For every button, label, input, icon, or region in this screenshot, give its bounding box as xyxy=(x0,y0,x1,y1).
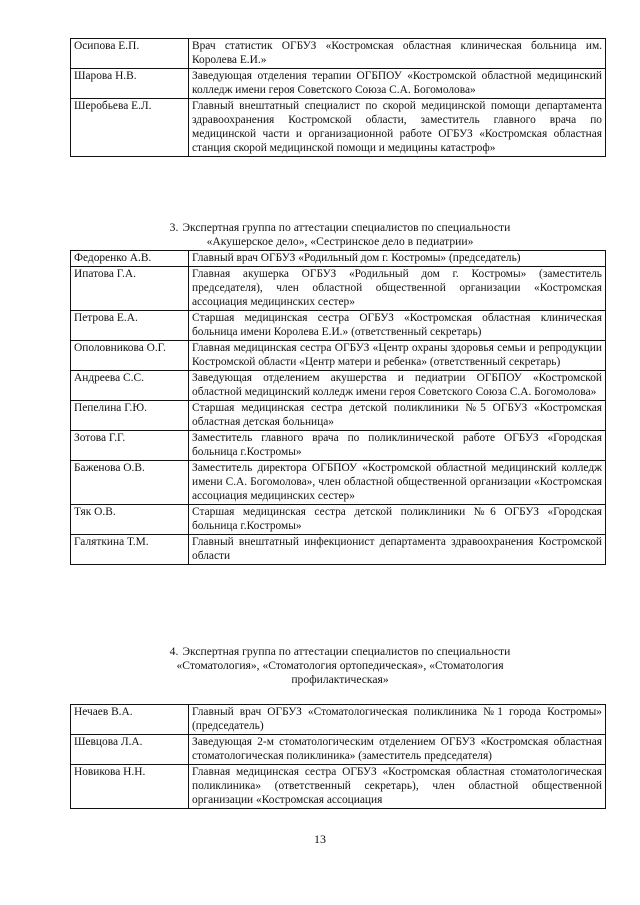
member-position: Старшая медицинская сестра детской поликлиники №6 ОГБУЗ «Городская больница г.Костромы» xyxy=(189,505,606,535)
member-name: Ипатова Г.А. xyxy=(71,267,189,311)
table-row xyxy=(71,311,606,341)
table-row xyxy=(71,765,606,809)
table-row xyxy=(71,39,606,69)
member-name: Баженова О.В. xyxy=(71,461,189,505)
table-row xyxy=(71,99,606,157)
member-name: Ополовникова О.Г. xyxy=(71,341,189,371)
section-4-members-table xyxy=(70,704,606,809)
member-name: Новикова Н.Н. xyxy=(71,765,189,809)
table-row xyxy=(71,371,606,401)
heading-line: «Стоматология», «Стоматология ортопедическая», «Стоматология xyxy=(176,659,504,672)
heading-line: Экспертная группа по аттестации специалистов по специальности xyxy=(182,221,511,234)
table-row xyxy=(71,69,606,99)
member-position: Главный внештатный специалист по скорой медицинской помощи департамента здравоохранения Костромской области, заместитель главного врача по медицинской части и организационной работе ОГБУЗ «Костромская областная станция скорой медицинской помощи и медицины катастроф» xyxy=(189,99,606,157)
member-name: Андреева С.С. xyxy=(71,371,189,401)
member-name: Шеробьева Е.Л. xyxy=(71,99,189,157)
member-name: Петрова Е.А. xyxy=(71,311,189,341)
member-name: Нечаев В.А. xyxy=(71,705,189,735)
page-number: 13 xyxy=(314,832,326,846)
table-row xyxy=(71,341,606,371)
member-position: Заместитель директора ОГБПОУ «Костромской областной медицинский колледж имени С.А. Богомолова», член областной общественной организации «Костромская ассоциация медицинских сестер» xyxy=(189,461,606,505)
member-position: Заместитель главного врача по поликлинической работе ОГБУЗ «Городская больница г.Костромы» xyxy=(189,431,606,461)
member-position: Главный врач ОГБУЗ «Стоматологическая поликлиника №1 города Костромы» (председатель) xyxy=(189,705,606,735)
table-row xyxy=(71,535,606,565)
member-position: Заведующая 2-м стоматологическим отделением ОГБУЗ «Костромская областная стоматологическая поликлиника» (заместитель председателя) xyxy=(189,735,606,765)
member-name: Шарова Н.В. xyxy=(71,69,189,99)
member-position: Главная медицинская сестра ОГБУЗ «Центр охраны здоровья семьи и репродукции Костромской области «Центр матери и ребенка» (ответственный секретарь) xyxy=(189,341,606,371)
members-table-continued xyxy=(70,38,606,157)
member-name: Осипова Е.П. xyxy=(71,39,189,69)
section-4-heading xyxy=(120,645,560,687)
member-name: Тяк О.В. xyxy=(71,505,189,535)
table-row xyxy=(71,461,606,505)
table-row xyxy=(71,705,606,735)
member-position: Главный внештатный инфекционист департамента здравоохранения Костромской области xyxy=(189,535,606,565)
member-name: Зотова Г.Г. xyxy=(71,431,189,461)
member-position: Старшая медицинская сестра детской поликлиники №5 ОГБУЗ «Костромская областная детская больница» xyxy=(189,401,606,431)
table-row xyxy=(71,505,606,535)
member-position: Заведующая отделения терапии ОГБПОУ «Костромской областной медицинский колледж имени героя Советского Союза С.А. Богомолова» xyxy=(189,69,606,99)
member-position: Главная акушерка ОГБУЗ «Родильный дом г. Костромы» (заместитель председателя), член областной общественной организации «Костромская ассоциация медицинских сестер» xyxy=(189,267,606,311)
member-position: Главная медицинская сестра ОГБУЗ «Костромская областная стоматологическая поликлиника» (ответственный секретарь), член областной общественной организации «Костромская ассоциация xyxy=(189,765,606,809)
table-row xyxy=(71,251,606,267)
heading-line: «Акушерское дело», «Сестринское дело в педиатрии» xyxy=(206,235,474,248)
section-number: 4. xyxy=(169,645,179,658)
table-row xyxy=(71,431,606,461)
member-name: Шевцова Л.А. xyxy=(71,735,189,765)
section-number: 3. xyxy=(169,221,179,234)
table-row xyxy=(71,401,606,431)
section-3-members-table xyxy=(70,250,606,565)
member-position: Заведующая отделением акушерства и педиатрии ОГБПОУ «Костромской областной медицинский колледж имени героя Советского Союза С.А. Богомолова» xyxy=(189,371,606,401)
table-row xyxy=(71,267,606,311)
heading-line: профилактическая» xyxy=(291,673,389,686)
member-name: Галяткина Т.М. xyxy=(71,535,189,565)
member-position: Старшая медицинская сестра ОГБУЗ «Костромская областная клиническая больница имени Королева Е.И.» (ответственный секретарь) xyxy=(189,311,606,341)
heading-line: Экспертная группа по аттестации специалистов по специальности xyxy=(182,645,511,658)
member-position: Главный врач ОГБУЗ «Родильный дом г. Костромы» (председатель) xyxy=(189,251,606,267)
section-3-heading xyxy=(120,221,560,249)
member-name: Федоренко А.В. xyxy=(71,251,189,267)
table-row xyxy=(71,735,606,765)
member-name: Пепелина Г.Ю. xyxy=(71,401,189,431)
member-position: Врач статистик ОГБУЗ «Костромская областная клиническая больница им. Королева Е.И.» xyxy=(189,39,606,69)
